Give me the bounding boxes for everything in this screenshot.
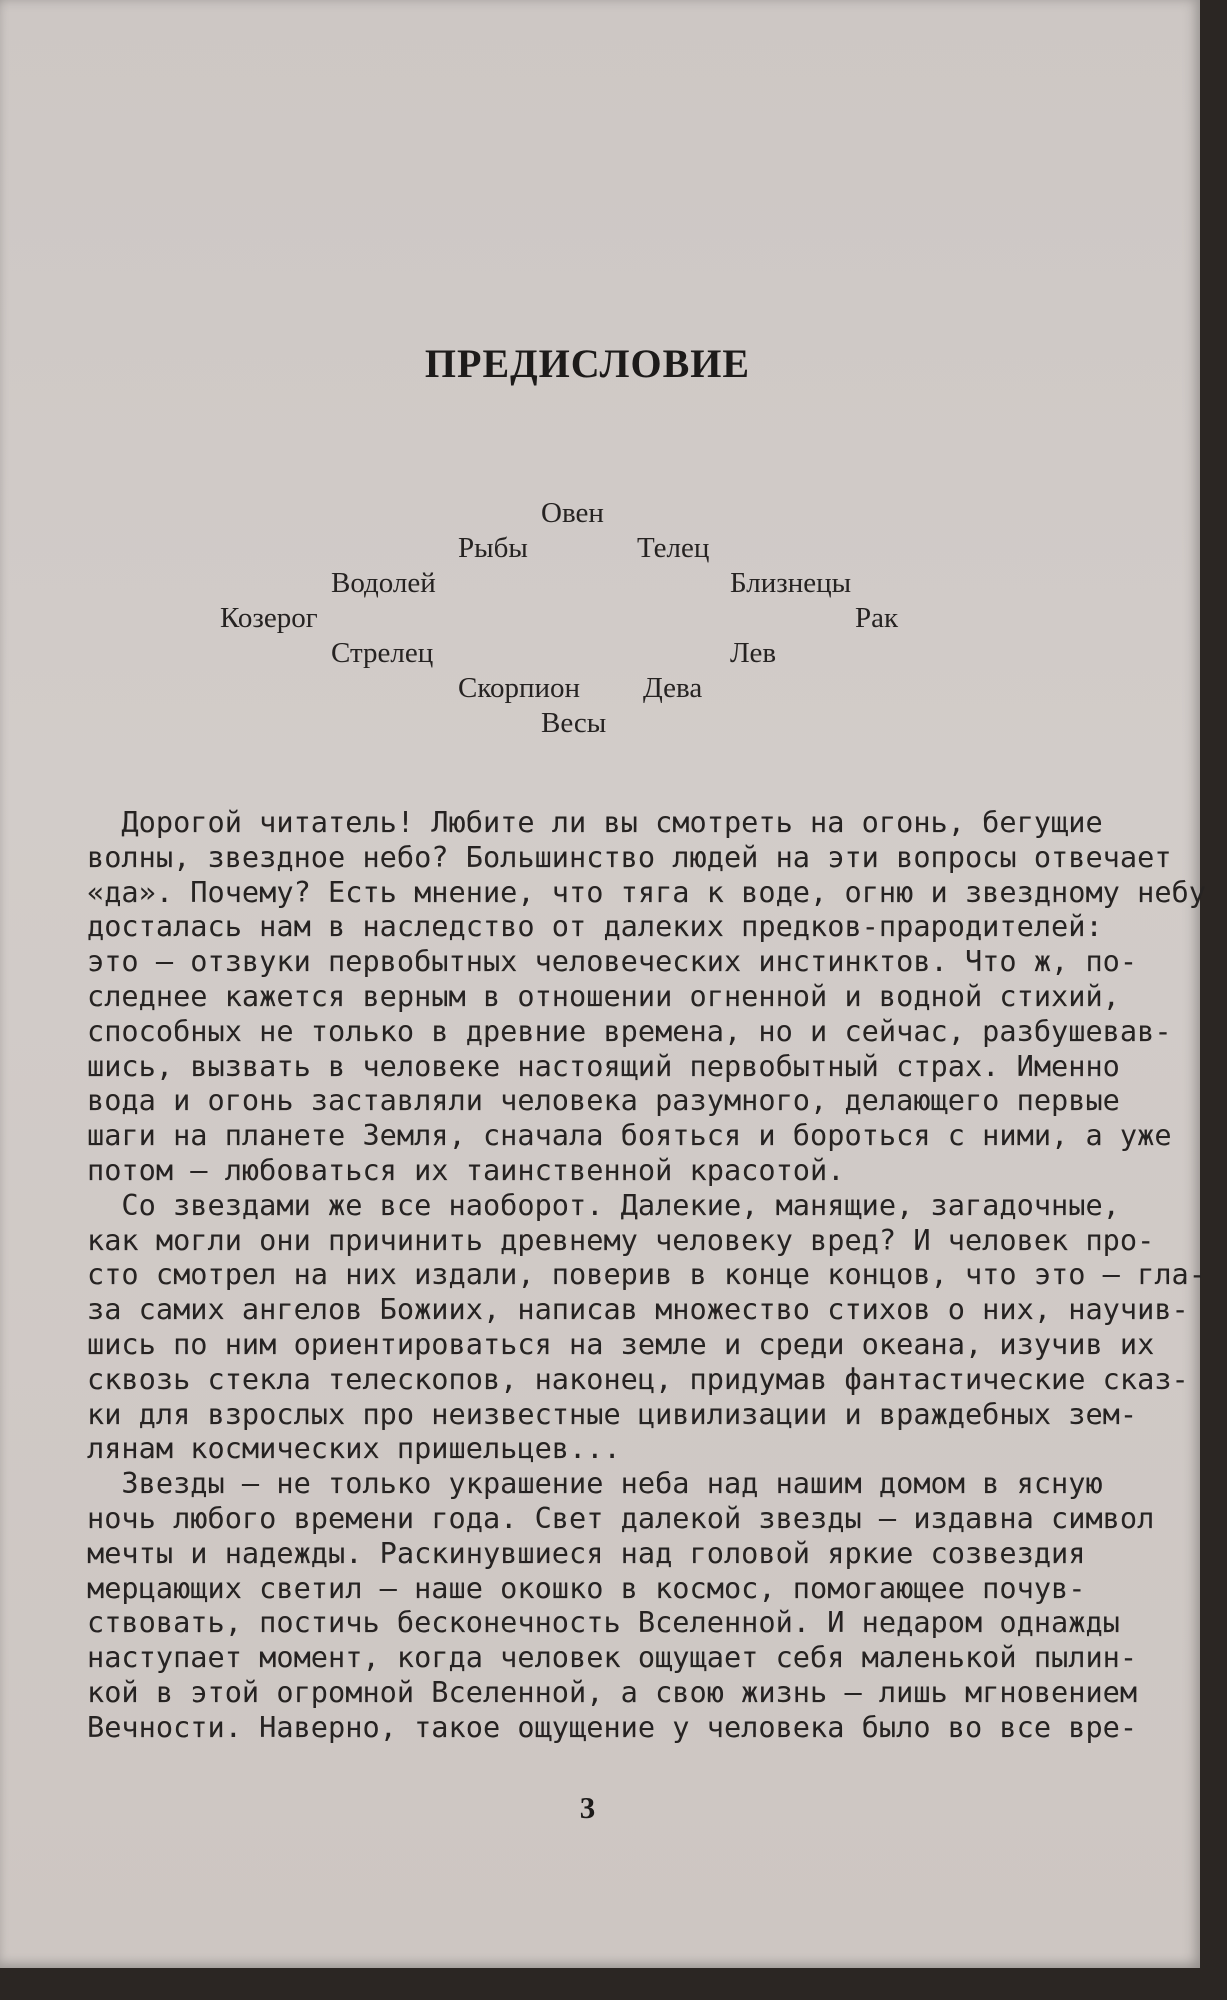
zodiac-sign-pisces: Рыбы — [458, 532, 528, 564]
zodiac-sign-taurus: Телец — [637, 532, 710, 564]
text-line: сквозь стекла телескопов, наконец, придумав фантастические сказ- — [87, 1361, 1189, 1396]
text-line: ствовать, постичь бесконечность Вселенной. И недаром однажды — [87, 1605, 1120, 1640]
text-line: «да». Почему? Есть мнение, что тяга к воде, огню и звездному небу — [87, 874, 1206, 909]
text-line: способных не только в древние времена, но и сейчас, разбушевав- — [87, 1013, 1172, 1048]
zodiac-sign-libra: Весы — [541, 707, 607, 739]
text-line: Дорогой читатель! Любите ли вы смотреть на огонь, бегущие — [87, 805, 1103, 839]
text-line: кой в этой огромной Вселенной, а свою жизнь — лишь мгновением — [87, 1674, 1138, 1709]
zodiac-sign-sagittarius: Стрелец — [331, 637, 434, 669]
text-line: сто смотрел на них издали, поверив в конце концов, что это — гла- — [87, 1257, 1206, 1292]
text-line: Со звездами же все наоборот. Далекие, манящие, загадочные, — [87, 1187, 1120, 1222]
zodiac-sign-gemini: Близнецы — [730, 567, 852, 599]
text-line: ки для взрослых про неизвестные цивилизации и враждебных зем- — [87, 1396, 1138, 1431]
text-line: волны, звездное небо? Большинство людей на эти вопросы отвечает — [87, 839, 1172, 874]
text-line: лянам космических пришельцев... — [87, 1431, 621, 1466]
text-line: это — отзвуки первобытных человеческих инстинктов. Что ж, по- — [87, 944, 1138, 979]
zodiac-sign-aries: Овен — [541, 497, 604, 529]
page-title: ПРЕДИСЛОВИЕ — [424, 341, 751, 386]
text-line: шаги на планете Земля, сначала бояться и бороться с ними, а уже — [87, 1118, 1172, 1153]
zodiac-sign-cancer: Рак — [855, 602, 899, 634]
text-line: за самих ангелов Божиих, написав множество стихов о них, научив- — [87, 1292, 1189, 1327]
text-line: Вечности. Наверно, такое ощущение у человека было во все вре- — [87, 1709, 1138, 1744]
text-line: потом — любоваться их таинственной красотой. — [87, 1152, 845, 1187]
zodiac-sign-aquarius: Водолей — [331, 567, 436, 599]
preface-body — [87, 805, 1206, 1745]
text-line: ночь любого времени года. Свет далекой звезды — издавна символ — [87, 1500, 1155, 1535]
zodiac-sign-scorpio: Скорпион — [458, 672, 581, 704]
text-line: наступает момент, когда человек ощущает себя маленькой пылин- — [87, 1640, 1138, 1675]
text-line: как могли они причинить древнему человеку вред? И человек про- — [87, 1222, 1155, 1257]
text-line: вода и огонь заставляли человека разумного, делающего первые — [87, 1083, 1120, 1118]
text-line: мерцающих светил — наше окошко в космос, помогающее почув- — [87, 1570, 1086, 1605]
text-line: Звезды — не только украшение неба над нашим домом в ясную — [87, 1466, 1103, 1501]
page-number: 3 — [579, 1790, 596, 1825]
zodiac-sign-virgo: Дева — [643, 672, 703, 704]
text-line: мечты и надежды. Раскинувшиеся над головой яркие созвездия — [87, 1535, 1086, 1570]
zodiac-sign-capricorn: Козерог — [220, 602, 318, 634]
text-line: следнее кажется верным в отношении огненной и водной стихий, — [87, 978, 1120, 1013]
zodiac-sign-leo: Лев — [730, 637, 777, 669]
text-line: досталась нам в наследство от далеких предков-прародителей: — [87, 909, 1103, 944]
text-line: шись по ним ориентироваться на земле и среди океана, изучив их — [87, 1326, 1155, 1361]
text-line: шись, вызвать в человеке настоящий первобытный страх. Именно — [87, 1048, 1120, 1083]
